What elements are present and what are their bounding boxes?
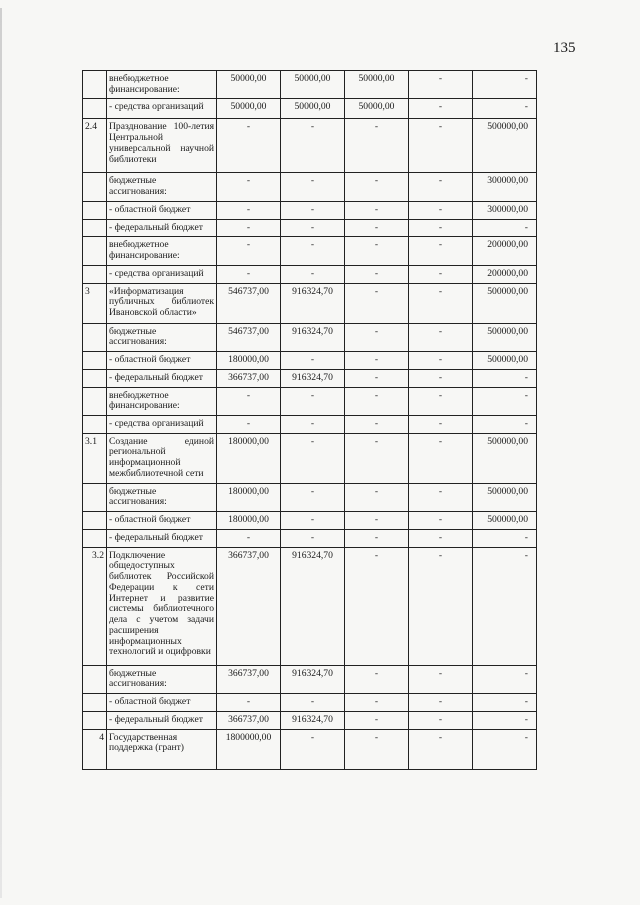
row-value-1: - bbox=[217, 694, 281, 712]
row-value-4: - bbox=[409, 416, 473, 434]
row-value-4: - bbox=[409, 387, 473, 415]
row-value-5: 500000,00 bbox=[473, 283, 537, 323]
table-row bbox=[83, 352, 537, 370]
row-value-5: - bbox=[473, 369, 537, 387]
row-description: - федеральный бюджет bbox=[107, 369, 217, 387]
row-value-1: 50000,00 bbox=[217, 99, 281, 119]
row-number bbox=[83, 369, 107, 387]
row-value-2: - bbox=[281, 433, 345, 483]
row-value-4: - bbox=[409, 323, 473, 351]
row-value-4: - bbox=[409, 119, 473, 173]
row-value-5: 500000,00 bbox=[473, 433, 537, 483]
row-value-5: 200000,00 bbox=[473, 265, 537, 283]
row-value-4: - bbox=[409, 352, 473, 370]
table-row bbox=[83, 219, 537, 237]
row-value-1: - bbox=[217, 119, 281, 173]
row-value-4: - bbox=[409, 237, 473, 265]
table-row bbox=[83, 416, 537, 434]
row-value-1: 180000,00 bbox=[217, 512, 281, 530]
row-value-4: - bbox=[409, 483, 473, 511]
table-row bbox=[83, 711, 537, 729]
row-number bbox=[83, 237, 107, 265]
row-value-2: 50000,00 bbox=[281, 71, 345, 99]
row-value-5: - bbox=[473, 694, 537, 712]
scan-edge bbox=[0, 8, 2, 898]
row-value-5: - bbox=[473, 416, 537, 434]
row-description: - областной бюджет bbox=[107, 694, 217, 712]
row-value-1: - bbox=[217, 529, 281, 547]
row-value-5: - bbox=[473, 99, 537, 119]
row-description: бюджетные ассигнования: bbox=[107, 323, 217, 351]
row-number bbox=[83, 416, 107, 434]
row-description: бюджетные ассигнования: bbox=[107, 483, 217, 511]
table-row bbox=[83, 237, 537, 265]
row-value-1: - bbox=[217, 219, 281, 237]
row-value-3: - bbox=[345, 283, 409, 323]
row-number bbox=[83, 512, 107, 530]
row-number: 3 bbox=[83, 283, 107, 323]
row-value-2: - bbox=[281, 483, 345, 511]
row-value-4: - bbox=[409, 665, 473, 693]
row-value-4: - bbox=[409, 99, 473, 119]
row-value-4: - bbox=[409, 729, 473, 769]
row-value-4: - bbox=[409, 71, 473, 99]
row-description: Создание единой региональной информационной межбиблиотечной сети bbox=[107, 433, 217, 483]
row-value-5: - bbox=[473, 71, 537, 99]
table-row bbox=[83, 173, 537, 201]
row-value-3: - bbox=[345, 265, 409, 283]
row-number: 3.1 bbox=[83, 433, 107, 483]
table-row bbox=[83, 323, 537, 351]
row-value-5: - bbox=[473, 547, 537, 665]
row-value-1: 366737,00 bbox=[217, 547, 281, 665]
row-description: - средства организаций bbox=[107, 265, 217, 283]
row-value-3: 50000,00 bbox=[345, 99, 409, 119]
table-row bbox=[83, 387, 537, 415]
row-value-3: - bbox=[345, 665, 409, 693]
row-value-1: - bbox=[217, 201, 281, 219]
row-value-2: 916324,70 bbox=[281, 369, 345, 387]
row-value-3: - bbox=[345, 201, 409, 219]
row-number bbox=[83, 323, 107, 351]
row-value-3: - bbox=[345, 512, 409, 530]
row-value-5: 500000,00 bbox=[473, 483, 537, 511]
row-number bbox=[83, 173, 107, 201]
row-description: бюджетные ассигнования: bbox=[107, 665, 217, 693]
row-number bbox=[83, 387, 107, 415]
row-value-3: - bbox=[345, 387, 409, 415]
row-number bbox=[83, 219, 107, 237]
row-description: Празднование 100-летия Центральной универсальной научной библиотеки bbox=[107, 119, 217, 173]
row-value-2: - bbox=[281, 219, 345, 237]
row-value-2: - bbox=[281, 729, 345, 769]
row-value-5: 500000,00 bbox=[473, 119, 537, 173]
row-value-5: 500000,00 bbox=[473, 352, 537, 370]
table-row bbox=[83, 694, 537, 712]
row-value-1: 50000,00 bbox=[217, 71, 281, 99]
table-row bbox=[83, 529, 537, 547]
row-number bbox=[83, 99, 107, 119]
table-row bbox=[83, 201, 537, 219]
row-value-2: - bbox=[281, 352, 345, 370]
row-value-4: - bbox=[409, 173, 473, 201]
row-value-4: - bbox=[409, 529, 473, 547]
row-value-1: 366737,00 bbox=[217, 369, 281, 387]
row-value-2: 916324,70 bbox=[281, 323, 345, 351]
table-row bbox=[83, 71, 537, 99]
table-row bbox=[83, 265, 537, 283]
row-value-2: - bbox=[281, 529, 345, 547]
row-value-5: - bbox=[473, 529, 537, 547]
row-number: 4 bbox=[83, 729, 107, 769]
table-row bbox=[83, 512, 537, 530]
row-description: «Информатизация публичных библиотек Ивановской области» bbox=[107, 283, 217, 323]
row-value-5: 300000,00 bbox=[473, 173, 537, 201]
row-value-5: 500000,00 bbox=[473, 323, 537, 351]
page-number: 135 bbox=[553, 40, 576, 56]
row-value-5: - bbox=[473, 665, 537, 693]
row-number bbox=[83, 201, 107, 219]
row-value-4: - bbox=[409, 547, 473, 665]
table-row bbox=[83, 665, 537, 693]
row-value-2: - bbox=[281, 237, 345, 265]
row-number bbox=[83, 529, 107, 547]
table-row bbox=[83, 729, 537, 769]
row-value-2: - bbox=[281, 119, 345, 173]
table-row bbox=[83, 433, 537, 483]
row-value-5: - bbox=[473, 219, 537, 237]
row-number: 2.4 bbox=[83, 119, 107, 173]
row-value-2: 916324,70 bbox=[281, 547, 345, 665]
row-number bbox=[83, 352, 107, 370]
row-value-4: - bbox=[409, 369, 473, 387]
row-value-1: - bbox=[217, 387, 281, 415]
row-value-1: 546737,00 bbox=[217, 283, 281, 323]
row-value-2: - bbox=[281, 201, 345, 219]
row-value-4: - bbox=[409, 265, 473, 283]
row-value-2: - bbox=[281, 265, 345, 283]
table-row bbox=[83, 369, 537, 387]
row-value-1: 366737,00 bbox=[217, 665, 281, 693]
row-value-3: - bbox=[345, 547, 409, 665]
row-description: - средства организаций bbox=[107, 416, 217, 434]
row-description: - областной бюджет bbox=[107, 201, 217, 219]
row-description: - областной бюджет bbox=[107, 512, 217, 530]
budget-table bbox=[82, 70, 537, 770]
table-row bbox=[83, 119, 537, 173]
row-value-5: - bbox=[473, 387, 537, 415]
row-value-3: - bbox=[345, 529, 409, 547]
row-value-3: - bbox=[345, 369, 409, 387]
row-value-2: - bbox=[281, 694, 345, 712]
row-value-1: 180000,00 bbox=[217, 483, 281, 511]
row-description: внебюджетное финансирование: bbox=[107, 237, 217, 265]
row-value-3: - bbox=[345, 483, 409, 511]
row-value-3: - bbox=[345, 323, 409, 351]
row-value-4: - bbox=[409, 283, 473, 323]
row-description: Подключение общедоступных библиотек Российской Федерации к сети Интернет и развитие системы библиотечного дела с учетом задачи расширения информационных технологий и оцифровки bbox=[107, 547, 217, 665]
row-description: внебюджетное финансирование: bbox=[107, 71, 217, 99]
row-value-2: 916324,70 bbox=[281, 283, 345, 323]
table-row bbox=[83, 483, 537, 511]
row-description: - федеральный бюджет bbox=[107, 711, 217, 729]
row-value-1: 546737,00 bbox=[217, 323, 281, 351]
row-value-4: - bbox=[409, 711, 473, 729]
row-value-5: 200000,00 bbox=[473, 237, 537, 265]
row-value-5: 500000,00 bbox=[473, 512, 537, 530]
row-value-1: - bbox=[217, 237, 281, 265]
row-value-3: - bbox=[345, 352, 409, 370]
row-value-3: - bbox=[345, 433, 409, 483]
row-value-2: - bbox=[281, 173, 345, 201]
row-value-3: - bbox=[345, 219, 409, 237]
row-value-2: - bbox=[281, 387, 345, 415]
row-number bbox=[83, 665, 107, 693]
row-value-3: - bbox=[345, 694, 409, 712]
row-description: - федеральный бюджет bbox=[107, 529, 217, 547]
row-value-2: 916324,70 bbox=[281, 711, 345, 729]
table-row bbox=[83, 283, 537, 323]
row-number bbox=[83, 694, 107, 712]
row-value-4: - bbox=[409, 512, 473, 530]
row-value-5: - bbox=[473, 711, 537, 729]
row-value-2: - bbox=[281, 512, 345, 530]
row-value-1: - bbox=[217, 265, 281, 283]
row-value-3: - bbox=[345, 237, 409, 265]
row-value-3: - bbox=[345, 173, 409, 201]
row-value-2: 50000,00 bbox=[281, 99, 345, 119]
row-value-4: - bbox=[409, 433, 473, 483]
row-value-1: 180000,00 bbox=[217, 352, 281, 370]
row-number bbox=[83, 483, 107, 511]
table-row bbox=[83, 99, 537, 119]
row-description: бюджетные ассигнования: bbox=[107, 173, 217, 201]
row-value-2: - bbox=[281, 416, 345, 434]
row-value-1: - bbox=[217, 416, 281, 434]
row-value-2: 916324,70 bbox=[281, 665, 345, 693]
row-value-4: - bbox=[409, 201, 473, 219]
row-value-3: - bbox=[345, 416, 409, 434]
row-value-3: - bbox=[345, 119, 409, 173]
row-value-5: 300000,00 bbox=[473, 201, 537, 219]
row-description: внебюджетное финансирование: bbox=[107, 387, 217, 415]
row-description: - средства организаций bbox=[107, 99, 217, 119]
row-value-3: - bbox=[345, 729, 409, 769]
row-number bbox=[83, 265, 107, 283]
row-value-4: - bbox=[409, 694, 473, 712]
table-row bbox=[83, 547, 537, 665]
row-description: - федеральный бюджет bbox=[107, 219, 217, 237]
row-value-1: 1800000,00 bbox=[217, 729, 281, 769]
row-number bbox=[83, 71, 107, 99]
row-number bbox=[83, 711, 107, 729]
row-number: 3.2 bbox=[83, 547, 107, 665]
row-value-3: - bbox=[345, 711, 409, 729]
row-value-1: 180000,00 bbox=[217, 433, 281, 483]
row-description: - областной бюджет bbox=[107, 352, 217, 370]
row-value-5: - bbox=[473, 729, 537, 769]
row-value-1: - bbox=[217, 173, 281, 201]
row-value-3: 50000,00 bbox=[345, 71, 409, 99]
row-description: Государственная поддержка (грант) bbox=[107, 729, 217, 769]
row-value-1: 366737,00 bbox=[217, 711, 281, 729]
row-value-4: - bbox=[409, 219, 473, 237]
